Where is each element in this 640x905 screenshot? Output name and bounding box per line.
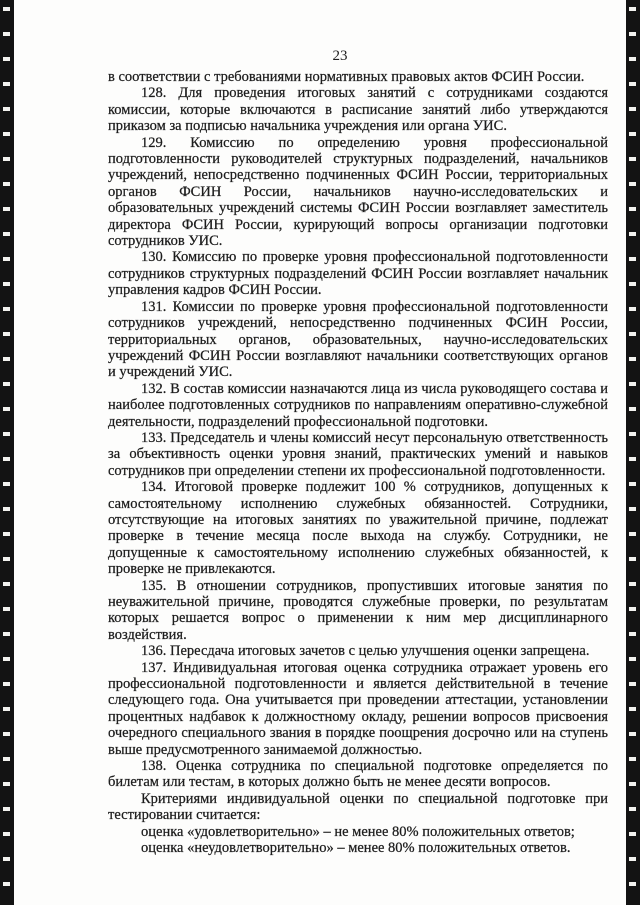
- paragraph-136: 136. Пересдача итоговых зачетов с целью улучшения оценки запрещена.: [141, 643, 590, 660]
- page-number: 23: [332, 48, 348, 64]
- scan-edge-right: [626, 0, 640, 905]
- paragraph-128: 128. Для проведения итоговых занятий с сотрудниками создаются комиссии, которые включаются в расписание занятий либо утверждаются приказом за подписью начальника учреждения или органа УИС.: [108, 85, 608, 135]
- paragraph-131: 131. Комиссии по проверке уровня профессиональной подготовленности сотрудников учреждений, непосредственно подчиненных ФСИН России, территориальных органов, образовательных, научно-исследовательских учреждений ФСИН России возглавляют начальники соответствующих органов и учреждений УИС.: [108, 298, 608, 381]
- paragraph-continuation: в соответствии с требованиями нормативных правовых актов ФСИН России.: [108, 69, 585, 85]
- paragraph-134: 134. Итоговой проверке подлежит 100 % сотрудников, допущенных к самостоятельному исполнению служебных обязанностей. Сотрудники, отсутствующие на итоговых занятиях по уважительной причине, подлежат проверке в течение месяца после выхода на службу. Сотрудники, не допущенные к самостоятельному исполнению служебных обязанностей, к проверке не привлекаются.: [108, 479, 608, 578]
- document-body: [108, 69, 608, 857]
- paragraph-132: 132. В состав комиссии назначаются лица из числа руководящего состава и наиболее подготовленных сотрудников по направлениям оперативно-служебной деятельности, подразделений профессиональной подготовки.: [108, 380, 608, 430]
- paragraph-135: 135. В отношении сотрудников, пропустивших итоговые занятия по неуважительной причине, проводятся служебные проверки, по результатам которых решается вопрос о применении к ним мер дисциплинарного воздействия.: [108, 577, 608, 643]
- paragraph-137: 137. Индивидуальная итоговая оценка сотрудника отражает уровень его профессиональной подготовленности и является действительной в течение следующего года. Она учитывается при проведении аттестации, установлении процентных надбавок к должностному окладу, решении вопросов присвоения очередного специального звания в порядке поощрения досрочно или на ступень выше предусмотренного занимаемой должностью.: [108, 659, 608, 758]
- paragraph-criteria: Критериями индивидуальной оценки по специальной подготовке при тестировании считается:: [108, 790, 608, 824]
- paragraph-138: 138. Оценка сотрудника по специальной подготовке определяется по билетам или тестам, в которых должно быть не менее десяти вопросов.: [108, 758, 608, 791]
- paragraph-129: 129. Комиссию по определению уровня профессиональной подготовленности руководителей структурных подразделений, начальников учреждений, непосредственно подчиненных ФСИН России, территориальных органов ФСИН России, начальников научно-исследовательских и образовательных учреждений системы ФСИН России возглавляет заместитель директора ФСИН России, курирующий вопросы организации подготовки сотрудников УИС.: [108, 134, 608, 250]
- paragraph-130: 130. Комиссию по проверке уровня профессиональной подготовленности сотрудников структурных подразделений ФСИН России возглавляет начальник управления кадров ФСИН России.: [108, 249, 608, 299]
- scan-edge-left: [0, 0, 14, 905]
- paragraph-grade-fail: оценка «неудовлетворительно» – менее 80% положительных ответов.: [141, 840, 571, 857]
- paragraph-133: 133. Председатель и члены комиссий несут персональную ответственность за объективность оценки уровня знаний, практических умений и навыков сотрудников при определении степени их профессиональной подготовленности.: [108, 429, 608, 479]
- paragraph-grade-pass: оценка «удовлетворительно» – не менее 80% положительных ответов;: [141, 823, 575, 840]
